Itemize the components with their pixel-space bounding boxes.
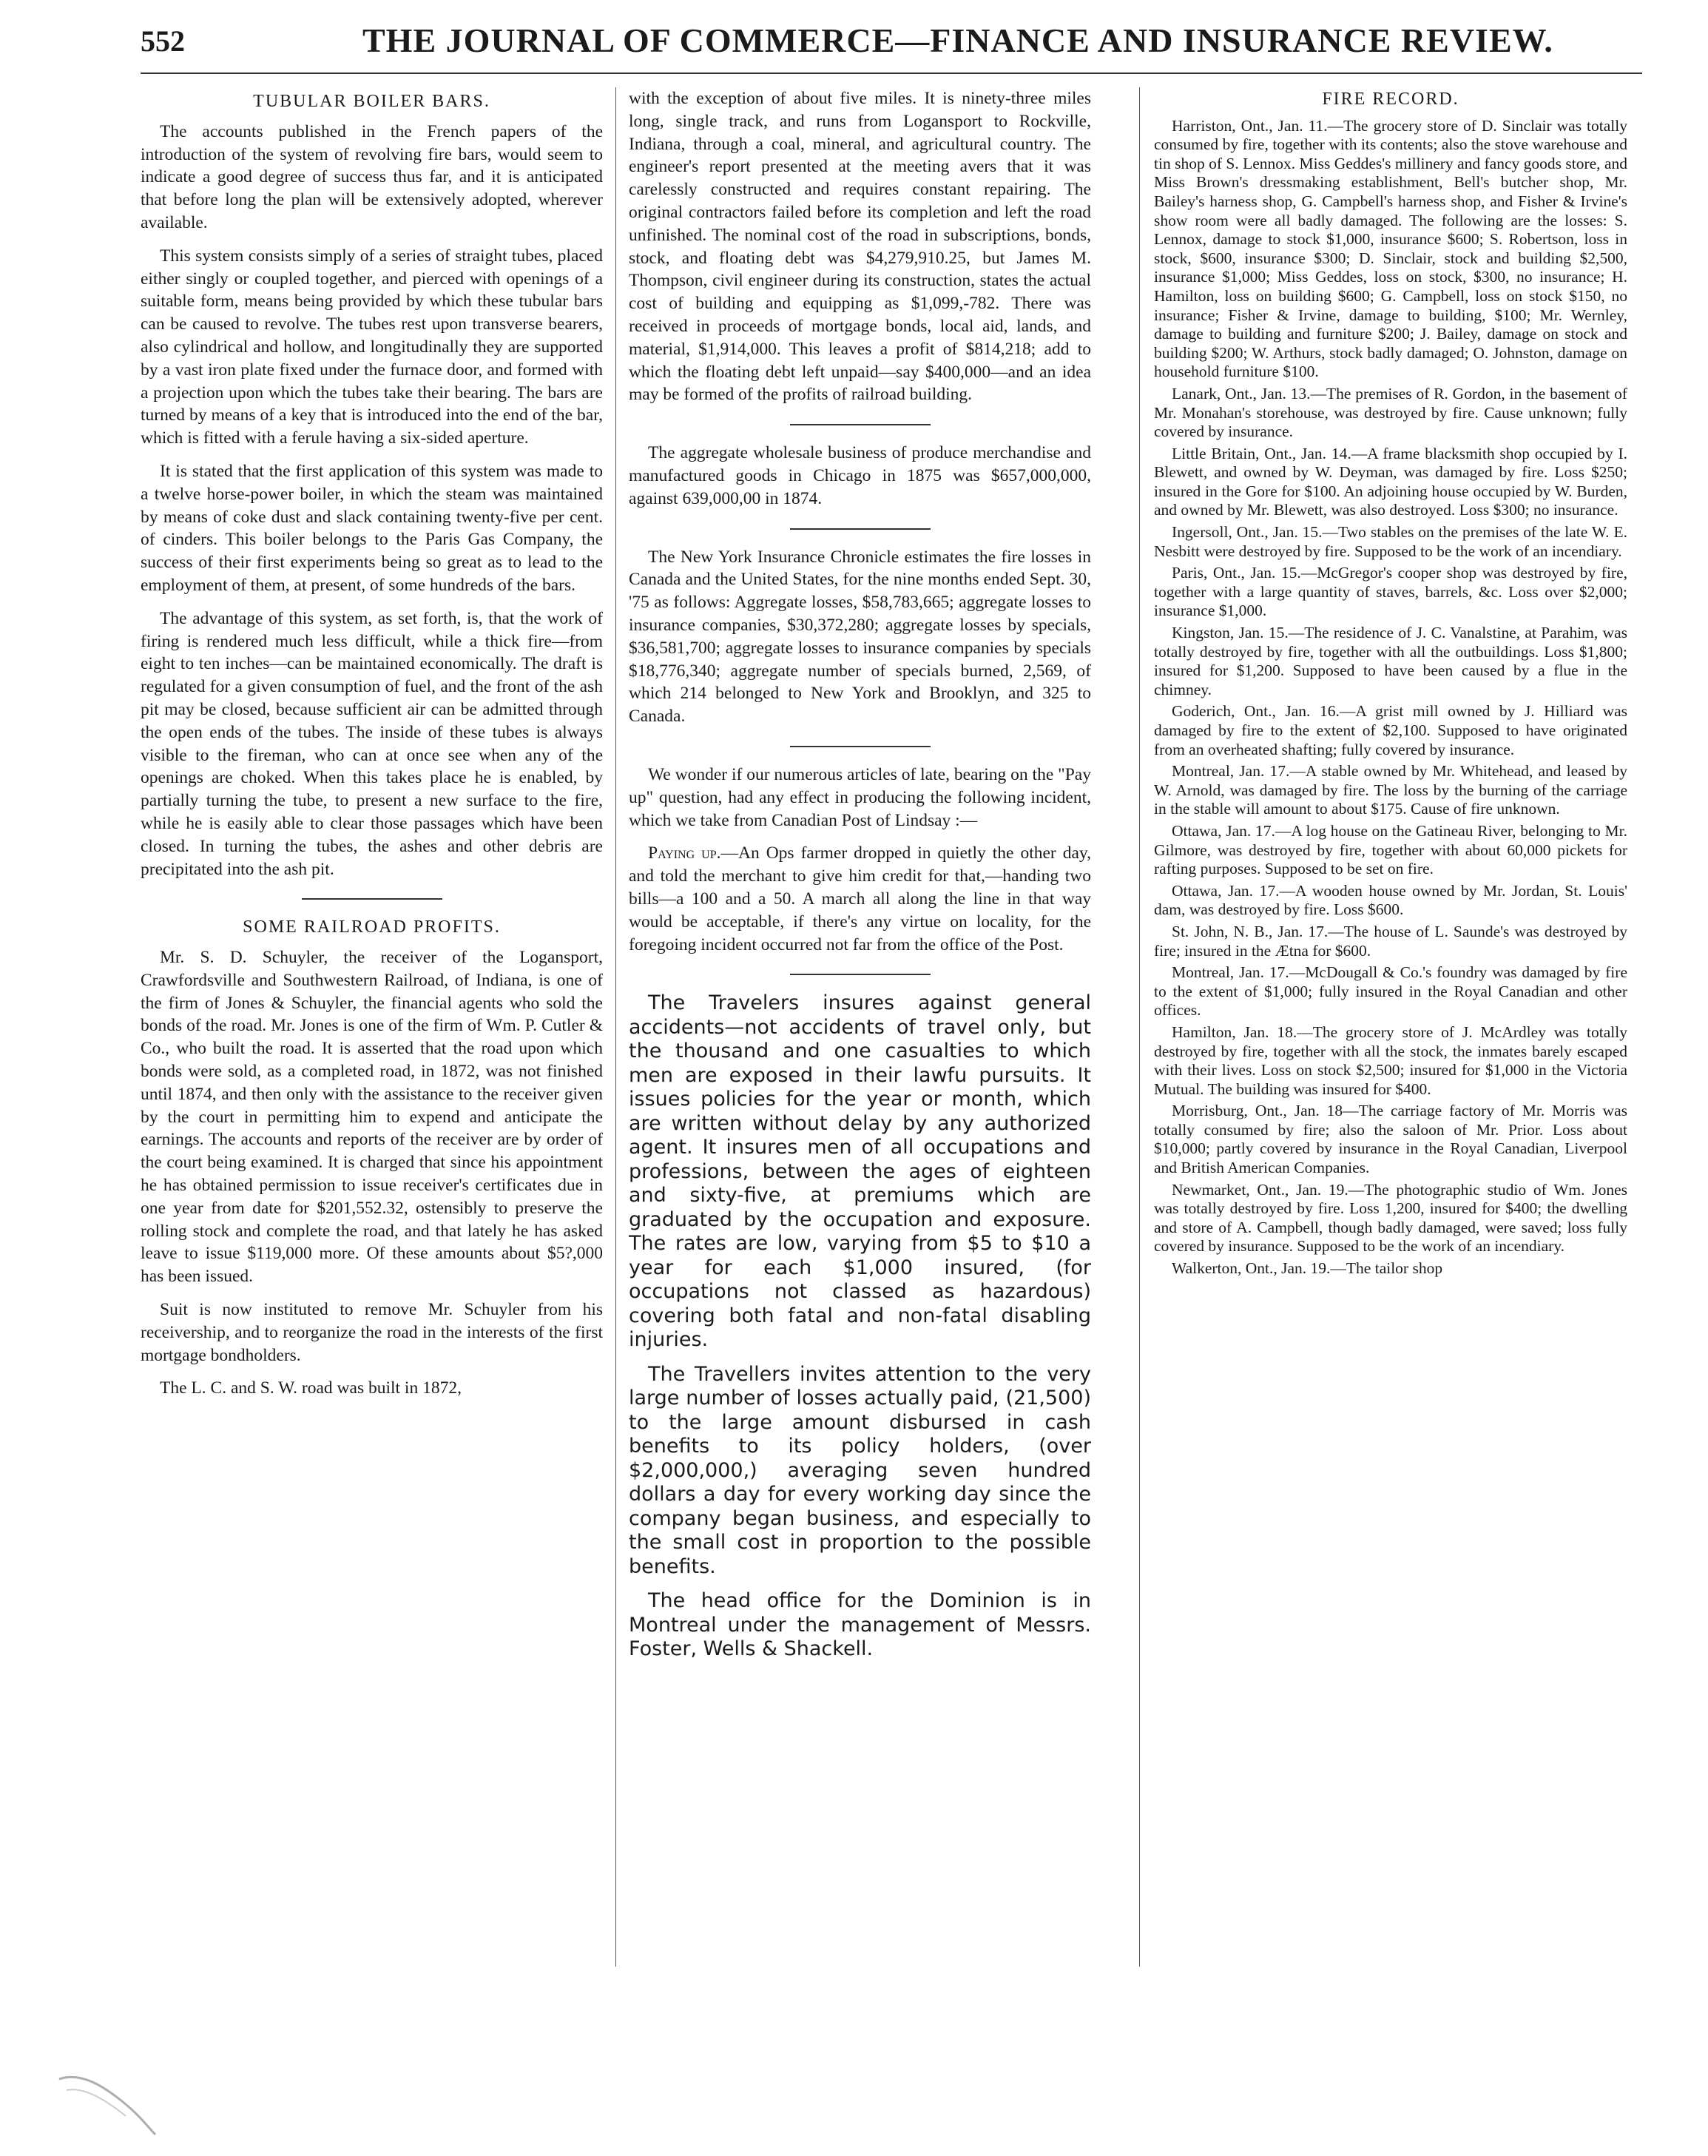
article-paragraph: Mr. S. D. Schuyler, the receiver of the Logansport, Crawfordsville and Southwestern Railroad, of Indiana, is one of the firm of Jones & Schuyler, the financial agents who sold the bonds of the road. Mr. Jones is one of the firm of Wm. P. Cutler & Co., who built the road. It is asserted that the road upon which bonds were sold, as a completed road, in 1872, was not finished until 1874, and then only with the assistance to the receiver given by the court in permitting him to expend and anticipate the earnings. The accounts and reports of the receiver are by order of the court being examined. It is charged that since his appointment he has obtained permission to issue receiver's certificates due in one year from date for $201,552.32, ostensibly to preserve the rolling stock and complete the road, and that lately he has asked leave to issue $119,000 more. Of these amounts about $5?,000 has been issued.: [141, 948, 603, 1287]
article-paragraph: The accounts published in the French papers of the introduction of the system of revolving fire bars, would seem to indicate a good degree of success thus far, and it is anticipated that before long the plan will be extensively adopted, wherever available.: [141, 121, 603, 232]
column-divider: [1139, 87, 1140, 1967]
article-paragraph: This system consists simply of a series of straight tubes, placed either singly or coupled together, and pierced with openings of a suitable form, means being provided by which these tubular bars can be caused to revolve. The tubes rest upon transverse bearers, also cylindrical and hollow, and longitudinally they are supported by a vast iron plate fixed under the furnace door, and formed with a projection upon which the tubes take their bearing. The bars are turned by means of a key that is introduced into the end of the bar, which is fitted with a ferule having a six-sided aperture.: [141, 246, 603, 448]
fire-record-entry: Montreal, Jan. 17.—A stable owned by Mr. Whitehead, and leased by W. Arnold, was damaged by fire. The loss by the burning of the carriage in the stable will amount to about $175. Cause of fire unknown.: [1154, 762, 1627, 818]
page-number: 552: [141, 24, 185, 58]
fire-record-heading: FIRE RECORD.: [1322, 90, 1459, 109]
pay-up-note: We wonder if our numerous articles of late, bearing on the "Pay up" question, had any effect in producing the following incident, which we take from Canadian Post of Lindsay :—: [629, 764, 1091, 830]
section-divider: [790, 424, 931, 425]
ad-paragraph: The Travelers insures against general accidents—not accidents of travel only, but the thousand and one casualties to which men are exposed in their lawfu pursuits. It issues policies for the year or month, which are written without delay by any authorized agent. It insures men of all occupations and professions, between the ages of eighteen and sixty-five, at premiums which are graduated by the occupation and exposure. The rates are low, varying from $5 to $10 a year for each $1,000 insured, (for occupations not classed as hazardous) covering both fatal and non-fatal disabling injuries.: [629, 991, 1091, 1352]
column-1: [141, 87, 603, 1400]
article-paragraph: The L. C. and S. W. road was built in 1872,: [160, 1378, 462, 1398]
fire-record-entry: St. John, N. B., Jan. 17.—The house of L. Saunde's was destroyed by fire; insured in the Ætna for $600.: [1154, 922, 1627, 960]
paying-up-lead: Paying up.: [648, 843, 721, 863]
fire-record-entry: Paris, Ont., Jan. 15.—McGregor's cooper shop was destroyed by fire, together with a large quantity of staves, barrels, &c. Loss over $2,000; insurance $1,000.: [1154, 564, 1627, 620]
section-divider: [790, 974, 931, 975]
fire-record-entry: Hamilton, Jan. 18.—The grocery store of J. McArdley was totally destroyed by fire, together with all the stock, the inmates barely escaped with their lives. Loss on stock $2,500; insured for $1,000 in the Victoria Mutual. The building was insured for $400.: [1154, 1023, 1627, 1098]
article-paragraph: with the exception of about five miles. It is ninety-three miles long, single track, and runs from Logansport to Rockville, Indiana, through a coal, mineral, and agricultural country. The engineer's report presented at the meeting avers that it was carelessly constructed and requires constant repairing. The original contractors failed before its completion and left the road unfinished. The nominal cost of the road in subscriptions, bonds, stock, and floating debt was $4,279,910.25, but James M. Thompson, civil engineer during its construction, states the actual cost of building and equipping as $1,099,-782. There was received in proceeds of mortgage bonds, local aid, lands, and material, $1,914,000. This leaves a profit of $814,218; add to which the floating debt left unpaid—say $400,000—and an idea may be formed of the profits of railroad building.: [629, 89, 1091, 405]
fire-record-entry: Ingersoll, Ont., Jan. 15.—Two stables on the premises of the late W. E. Nesbitt were destroyed by fire. Supposed to be the work of an incendiary.: [1154, 523, 1627, 560]
ad-paragraph: The head office for the Dominion is in Montreal under the management of Messrs. Foster, Wells & Shackell.: [629, 1589, 1091, 1661]
fire-record-entry: Little Britain, Ont., Jan. 14.—A frame blacksmith shop occupied by I. Blewett, and owned by W. Deyman, was damaged by fire. Loss $250; insured in the Gore for $100. An adjoining house occupied by W. Burden, and owned by Mr. Blewett, was also destroyed. Loss $300; no insurance.: [1154, 444, 1627, 519]
fire-record-entry: Walkerton, Ont., Jan. 19.—The tailor shop: [1172, 1259, 1443, 1278]
paying-up-anecdote: [629, 842, 1091, 956]
fire-record-entry: Harriston, Ont., Jan. 11.—The grocery store of D. Sinclair was totally consumed by fire, together with its contents; also the stove warehouse and tin shop of S. Lennox. Miss Geddes's millinery and fancy goods store, and Miss Brown's dressmaking establishment, Bell's butcher shop, Mr. Bailey's harness shop, G. Campbell's harness shop, and Fisher & Irvine's show room were all badly damaged. The following are the losses: S. Lennox, damage to stock $1,000, insurance $600; S. Robertson, loss in stock, $600, insurance $300; D. Sinclair, stock and building $2,500, insurance $1,000; Miss Geddes, loss on stock, $300, no insurance; H. Hamilton, loss on building $600; G. Campbell, loss on stock $150, no insurance; Fisher & Irvine, damage to building, $100; Mr. Wernley, damage to building and furniture $200; J. Bailey, damage on stock and building $200; W. Arthurs, stock badly damaged; O. Johnston, damage on household furniture $100.: [1154, 116, 1627, 381]
fire-record-entry: Kingston, Jan. 15.—The residence of J. C. Vanalstine, at Parahim, was totally destroyed by fire, together with all the outbuildings. Loss $1,800; insured for $1,200. Supposed to have been caused by a flue in the chimney.: [1154, 624, 1627, 698]
fire-record-entry: Goderich, Ont., Jan. 16.—A grist mill owned by J. Hilliard was damaged by fire to the extent of $2,100. Supposed to have originated from an overheated shafting; fully covered by insurance.: [1154, 702, 1627, 758]
column-divider: [615, 87, 616, 1967]
fire-record-entry: Newmarket, Ont., Jan. 19.—The photographic studio of Wm. Jones was totally destroyed by fire. Loss 1,200, insured for $400; the dwelling and store of A. Campbell, though badly damaged, were saved; loss fully covered by insurance. Supposed to be the work of an incendiary.: [1154, 1180, 1627, 1256]
travelers-advertisement: [629, 991, 1091, 1662]
pen-smudge-mark: [52, 2057, 163, 2138]
section-divider: [302, 898, 442, 900]
column-3: [1154, 87, 1627, 1281]
chicago-business-note: The aggregate wholesale business of produce merchandise and manufactured goods in Chicago in 1875 was $657,000,000, against 639,000,00 in 1874.: [629, 443, 1091, 508]
paying-up-text: —An Ops farmer dropped in quietly the other day, and told the merchant to give him credit for that,—handing two bills—a 100 and a 50. A march all along the line in that way would be acceptable, if there's any virtue on locality, for the foregoing incident occurred not far from the office of the Post.: [629, 843, 1092, 954]
fire-record-entry: Ottawa, Jan. 17.—A log house on the Gatineau River, belonging to Mr. Gilmore, was destroyed by fire, together with about 60,000 pickets for rafting purposes. Supposed to be set on fire.: [1154, 821, 1627, 878]
fire-record-entry: Lanark, Ont., Jan. 13.—The premises of R. Gordon, in the basement of Mr. Monahan's storehouse, was destroyed by fire. Cause unknown; fully covered by insurance.: [1154, 384, 1627, 441]
journal-title: THE JOURNAL OF COMMERCE—FINANCE AND INSURANCE REVIEW.: [362, 21, 1553, 59]
header-rule: [141, 73, 1642, 74]
column-2: [629, 87, 1091, 1662]
article-paragraph: Suit is now instituted to remove Mr. Schuyler from his receivership, and to reorganize the road in the interests of the first mortgage bondholders.: [141, 1300, 603, 1365]
fire-losses-note: The New York Insurance Chronicle estimates the fire losses in Canada and the United States, for the nine months ended Sept. 30, '75 as follows: Aggregate losses, $58,783,665; aggregate losses to insurance companies, $30,372,280; aggregate losses by specials, $36,581,700; aggregate losses to insurance companies by specials $18,776,340; aggregate number of specials burned, 2,569, of which 214 belonged to New York and Brooklyn, and 325 to Canada.: [629, 547, 1091, 727]
article-paragraph: It is stated that the first application of this system was made to a twelve horse-power boiler, in which the steam was maintained by means of coke dust and slack containing twenty-five per cent. of cinders. This boiler belongs to the Paris Gas Company, the success of their first experiments being so great as to lead to the employment of them, at present, of some hundreds of the bars.: [141, 461, 603, 595]
article-heading-railroad-profits: SOME RAILROAD PROFITS.: [243, 917, 501, 937]
fire-record-entry: Montreal, Jan. 17.—McDougall & Co.'s foundry was damaged by fire to the extent of $1,000; fully insured in the Royal Canadian and other offices.: [1154, 963, 1627, 1020]
section-divider: [790, 746, 931, 747]
masthead: [141, 21, 1650, 65]
ad-paragraph: The Travellers invites attention to the very large number of losses actually paid, (21,500) to the large amount disbursed in cash benefits to its policy holders, (over $2,000,000,) averaging seven hundred dollars a day for every working day since the company began business, and especially to the small cost in proportion to the possible benefits.: [629, 1362, 1091, 1578]
fire-record-entry: Ottawa, Jan. 17.—A wooden house owned by Mr. Jordan, St. Louis' dam, was destroyed by fire. Loss $600.: [1154, 881, 1627, 919]
fire-record-entry: Morrisburg, Ont., Jan. 18—The carriage factory of Mr. Morris was totally consumed by fire; also the saloon of Mr. Prior. Loss about $10,000; partly covered by insurance in the Royal Canadian, Liverpool and British American Companies.: [1154, 1102, 1627, 1177]
article-paragraph: The advantage of this system, as set forth, is, that the work of firing is rendered much less difficult, while a thick fire—from eight to ten inches—can be maintained economically. The draft is regulated for a given consumption of fuel, and the front of the ash pit may be closed, because sufficient air can be admitted through the open ends of the tubes. The inside of these tubes is always visible to the fireman, who can at once see when any of the openings are choked. When this takes place he is enabled, by partially turning the tube, to present a new surface to the fire, while he is easily able to clear those passages which have been closed. In turning the tubes, the ashes and other debris are precipitated into the ash pit.: [141, 608, 603, 879]
article-heading-tubular-boiler-bars: TUBULAR BOILER BARS.: [253, 92, 490, 111]
section-divider: [790, 528, 931, 530]
